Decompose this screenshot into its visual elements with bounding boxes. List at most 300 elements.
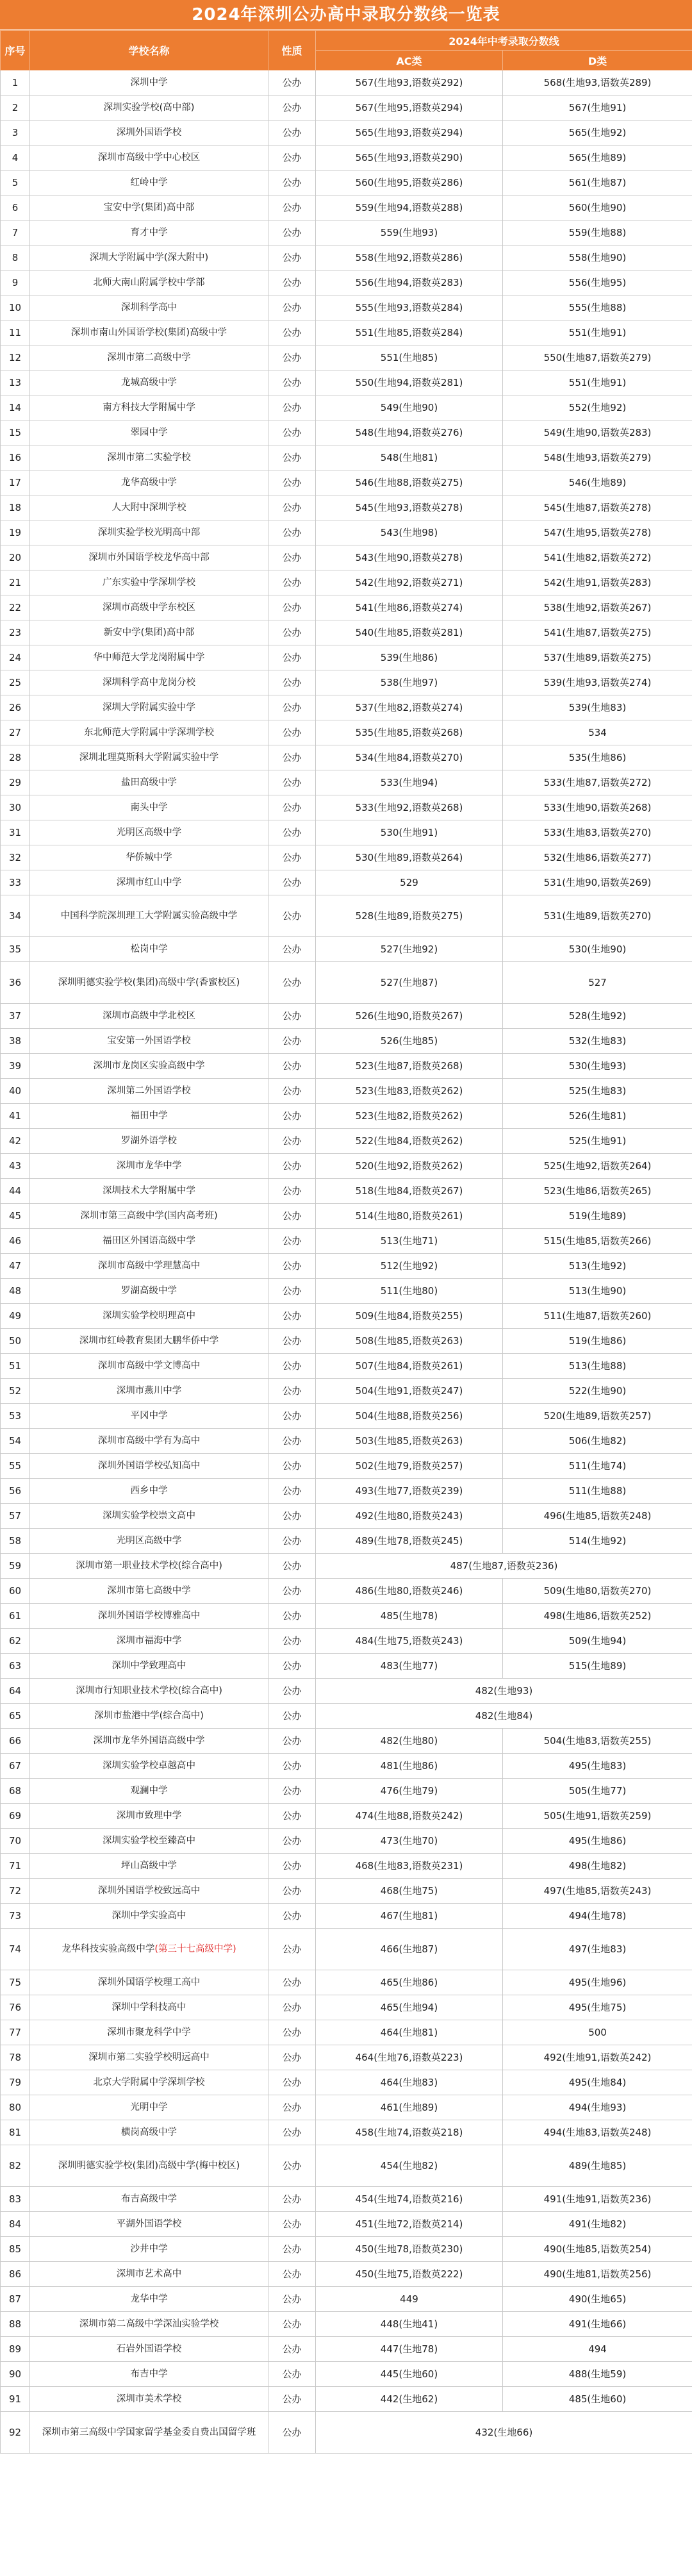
school-type: 公办: [268, 1729, 316, 1754]
score-d: 567(生地91): [503, 96, 692, 120]
score-ac: 534(生地84,语数英270): [316, 745, 503, 770]
school-name-text: 深圳市燕川中学: [116, 1385, 182, 1396]
school-name: [30, 820, 268, 845]
row-no: 12: [1, 345, 30, 370]
score-d: 531(生地89,语数英270): [503, 895, 692, 937]
school-name: [30, 470, 268, 495]
school-name: [30, 1329, 268, 1354]
school-name-text: 深圳市红岭教育集团大鹏华侨中学: [79, 1335, 219, 1346]
score-d: 491(生地82): [503, 2212, 692, 2237]
school-name: [30, 71, 268, 96]
school-name-text: 龙华科技实验高级中学: [62, 1943, 155, 1954]
school-name: [30, 1279, 268, 1304]
row-no: 52: [1, 1379, 30, 1404]
score-d: 534: [503, 720, 692, 745]
school-type: 公办: [268, 495, 316, 520]
score-d: 514(生地92): [503, 1529, 692, 1554]
school-name: [30, 1554, 268, 1579]
score-ac: 465(生地86): [316, 1970, 503, 1995]
school-name: [30, 1970, 268, 1995]
row-no: 49: [1, 1304, 30, 1329]
school-name: [30, 2187, 268, 2212]
school-type: 公办: [268, 345, 316, 370]
score-d: 511(生地88): [503, 1479, 692, 1504]
table-row: [1, 770, 692, 795]
table-row: [1, 670, 692, 695]
score-ac: 489(生地78,语数英245): [316, 1529, 503, 1554]
score-d: 489(生地85): [503, 2145, 692, 2187]
school-name: [30, 1229, 268, 1254]
table-row: [1, 962, 692, 1004]
score-d: 515(生地85,语数英266): [503, 1229, 692, 1254]
row-no: 77: [1, 2020, 30, 2045]
school-name: [30, 495, 268, 520]
school-type: 公办: [268, 1504, 316, 1529]
table-row: [1, 2262, 692, 2287]
school-name-text: 横岗高级中学: [121, 2127, 177, 2138]
score-ac: 467(生地81): [316, 1904, 503, 1929]
school-type: 公办: [268, 1054, 316, 1079]
row-no: 48: [1, 1279, 30, 1304]
row-no: 86: [1, 2262, 30, 2287]
score-ac: 565(生地93,语数英294): [316, 120, 503, 145]
table-row: [1, 395, 692, 420]
score-ac: 468(生地83,语数英231): [316, 1854, 503, 1879]
row-no: 75: [1, 1970, 30, 1995]
school-type: 公办: [268, 1995, 316, 2020]
school-type: 公办: [268, 2020, 316, 2045]
row-no: 70: [1, 1829, 30, 1854]
score-ac: 523(生地82,语数英262): [316, 1104, 503, 1129]
school-name-text: 深圳中学致理高中: [111, 1660, 186, 1671]
score-d: 497(生地83): [503, 1929, 692, 1970]
row-no: 89: [1, 2337, 30, 2362]
row-no: 5: [1, 170, 30, 195]
school-name: [30, 845, 268, 870]
school-type: 公办: [268, 1104, 316, 1129]
header-school: 学校名称: [30, 31, 268, 71]
score-d: 537(生地89,语数英275): [503, 645, 692, 670]
score-ac: 464(生地83): [316, 2070, 503, 2095]
school-name-text: 罗湖高级中学: [121, 1285, 177, 1296]
school-type: 公办: [268, 620, 316, 645]
school-type: 公办: [268, 145, 316, 170]
score-d: 532(生地86,语数英277): [503, 845, 692, 870]
score-ac: 465(生地94): [316, 1995, 503, 2020]
row-no: 83: [1, 2187, 30, 2212]
score-d: 533(生地83,语数英270): [503, 820, 692, 845]
school-type: 公办: [268, 2337, 316, 2362]
school-type: 公办: [268, 1970, 316, 1995]
row-no: 44: [1, 1179, 30, 1204]
score-d: 528(生地92): [503, 1004, 692, 1029]
score-d: 525(生地92,语数英264): [503, 1154, 692, 1179]
school-type: 公办: [268, 96, 316, 120]
row-no: 53: [1, 1404, 30, 1429]
table-row: [1, 1004, 692, 1029]
school-name: [30, 570, 268, 595]
score-d: 527: [503, 962, 692, 1004]
school-name-text: 沙井中学: [130, 2243, 168, 2254]
score-ac: 541(生地86,语数英274): [316, 595, 503, 620]
school-name-text: 深圳中学实验高中: [111, 1910, 186, 1921]
school-type: 公办: [268, 320, 316, 345]
school-name: [30, 1929, 268, 1970]
score-ac: 535(生地85,语数英268): [316, 720, 503, 745]
school-type: 公办: [268, 1929, 316, 1970]
school-type: 公办: [268, 1904, 316, 1929]
school-name: [30, 1754, 268, 1779]
score-merged: 487(生地87,语数英236): [316, 1554, 692, 1579]
table-row: [1, 1904, 692, 1929]
table-row: [1, 2145, 692, 2187]
score-ac: 529: [316, 870, 503, 895]
row-no: 17: [1, 470, 30, 495]
school-name-text: 深圳市龙岗区实验高级中学: [93, 1060, 205, 1071]
score-ac: 526(生地90,语数英267): [316, 1004, 503, 1029]
row-no: 87: [1, 2287, 30, 2312]
school-name: [30, 1804, 268, 1829]
school-name: [30, 645, 268, 670]
school-name-text: 红岭中学: [130, 177, 168, 188]
score-ac: 486(生地80,语数英246): [316, 1579, 503, 1604]
score-ac: 492(生地80,语数英243): [316, 1504, 503, 1529]
score-table: [0, 30, 692, 2454]
table-row: [1, 820, 692, 845]
school-name-text: 深圳市高级中学文博高中: [97, 1360, 201, 1371]
row-no: 24: [1, 645, 30, 670]
score-ac: 508(生地85,语数英263): [316, 1329, 503, 1354]
score-ac: 454(生地82): [316, 2145, 503, 2187]
score-ac: 540(生地85,语数英281): [316, 620, 503, 645]
row-no: 85: [1, 2237, 30, 2262]
score-ac: 527(生地87): [316, 962, 503, 1004]
table-row: [1, 270, 692, 295]
school-name-text: 深圳中学科技高中: [111, 2002, 186, 2013]
score-ac: 567(生地95,语数英294): [316, 96, 503, 120]
school-type: 公办: [268, 1029, 316, 1054]
table-row: [1, 1804, 692, 1829]
score-d: 538(生地92,语数英267): [503, 595, 692, 620]
score-d: 495(生地75): [503, 1995, 692, 2020]
row-no: 43: [1, 1154, 30, 1179]
school-name: [30, 1379, 268, 1404]
school-type: 公办: [268, 195, 316, 220]
school-name: [30, 870, 268, 895]
row-no: 40: [1, 1079, 30, 1104]
score-ac: 482(生地80): [316, 1729, 503, 1754]
row-no: 64: [1, 1679, 30, 1704]
school-name: [30, 1604, 268, 1629]
school-name: [30, 170, 268, 195]
school-type: 公办: [268, 1229, 316, 1254]
score-ac: 526(生地85): [316, 1029, 503, 1054]
row-no: 34: [1, 895, 30, 937]
school-type: 公办: [268, 720, 316, 745]
school-name-text: 新安中学(集团)高中部: [103, 627, 195, 638]
score-d: 519(生地89): [503, 1204, 692, 1229]
school-type: 公办: [268, 1654, 316, 1679]
school-type: 公办: [268, 545, 316, 570]
table-row: [1, 1654, 692, 1679]
row-no: 92: [1, 2412, 30, 2454]
school-name: [30, 1704, 268, 1729]
school-type: 公办: [268, 1579, 316, 1604]
school-name-text: 华中师范大学龙岗附属中学: [93, 652, 205, 663]
score-ac: 565(生地93,语数英290): [316, 145, 503, 170]
table-row: [1, 1829, 692, 1854]
school-type: 公办: [268, 1079, 316, 1104]
score-ac: 448(生地41): [316, 2312, 503, 2337]
score-d: 485(生地60): [503, 2387, 692, 2412]
table-row: [1, 2412, 692, 2454]
school-name-text: 光明区高级中学: [116, 827, 182, 838]
school-name-text: 中国科学院深圳理工大学附属实验高级中学: [60, 910, 238, 921]
row-no: 68: [1, 1779, 30, 1804]
table-row: [1, 1454, 692, 1479]
score-ac: 484(生地75,语数英243): [316, 1629, 503, 1654]
score-ac: 530(生地89,语数英264): [316, 845, 503, 870]
table-row: [1, 645, 692, 670]
score-d: 548(生地93,语数英279): [503, 445, 692, 470]
school-name: [30, 2387, 268, 2412]
score-ac: 528(生地89,语数英275): [316, 895, 503, 937]
table-row: [1, 520, 692, 545]
table-row: [1, 295, 692, 320]
school-name: [30, 2145, 268, 2187]
school-name-text: 北师大南山附属学校中学部: [93, 277, 205, 288]
school-type: 公办: [268, 1154, 316, 1179]
score-ac: 530(生地91): [316, 820, 503, 845]
row-no: 29: [1, 770, 30, 795]
school-type: 公办: [268, 1179, 316, 1204]
school-name-text: 深圳市高级中学理慧高中: [97, 1260, 201, 1271]
school-name: [30, 395, 268, 420]
table-row: [1, 495, 692, 520]
table-row: [1, 1154, 692, 1179]
table-row: [1, 1995, 692, 2020]
score-ac: 542(生地92,语数英271): [316, 570, 503, 595]
row-no: 28: [1, 745, 30, 770]
table-body: [1, 71, 692, 2454]
school-name: [30, 295, 268, 320]
school-type: 公办: [268, 2237, 316, 2262]
table-row: [1, 2020, 692, 2045]
school-name: [30, 1529, 268, 1554]
table-row: [1, 2312, 692, 2337]
row-no: 7: [1, 220, 30, 245]
row-no: 36: [1, 962, 30, 1004]
school-name: [30, 1029, 268, 1054]
row-no: 74: [1, 1929, 30, 1970]
score-ac: 481(生地86): [316, 1754, 503, 1779]
school-name: [30, 1879, 268, 1904]
row-no: 47: [1, 1254, 30, 1279]
row-no: 55: [1, 1454, 30, 1479]
score-d: 561(生地87): [503, 170, 692, 195]
row-no: 37: [1, 1004, 30, 1029]
row-no: 66: [1, 1729, 30, 1754]
row-no: 23: [1, 620, 30, 645]
score-ac: 502(生地79,语数英257): [316, 1454, 503, 1479]
score-ac: 513(生地71): [316, 1229, 503, 1254]
row-no: 82: [1, 2145, 30, 2187]
school-name-text: 福田区外国语高级中学: [103, 1235, 195, 1246]
table-row: [1, 345, 692, 370]
table-row: [1, 1404, 692, 1429]
score-ac: 454(生地74,语数英216): [316, 2187, 503, 2212]
school-name-text: 深圳外国语学校理工高中: [97, 1977, 201, 1988]
school-type: 公办: [268, 295, 316, 320]
row-no: 50: [1, 1329, 30, 1354]
score-ac: 507(生地84,语数英261): [316, 1354, 503, 1379]
school-name: [30, 2070, 268, 2095]
score-d: 520(生地89,语数英257): [503, 1404, 692, 1429]
school-type: 公办: [268, 2212, 316, 2237]
school-type: 公办: [268, 420, 316, 445]
score-ac: 523(生地87,语数英268): [316, 1054, 503, 1079]
school-type: 公办: [268, 895, 316, 937]
school-type: 公办: [268, 1129, 316, 1154]
school-name: [30, 445, 268, 470]
school-name: [30, 1479, 268, 1504]
score-d: 490(生地65): [503, 2287, 692, 2312]
table-row: [1, 245, 692, 270]
school-name: [30, 270, 268, 295]
school-name-text: 育才中学: [130, 227, 168, 238]
row-no: 8: [1, 245, 30, 270]
row-no: 51: [1, 1354, 30, 1379]
row-no: 59: [1, 1554, 30, 1579]
school-name: [30, 1904, 268, 1929]
school-name: [30, 2212, 268, 2237]
school-name: [30, 520, 268, 545]
school-name: [30, 145, 268, 170]
table-row: [1, 2212, 692, 2237]
score-ac: 538(生地97): [316, 670, 503, 695]
score-d: 491(生地66): [503, 2312, 692, 2337]
table-row: [1, 545, 692, 570]
score-d: 509(生地94): [503, 1629, 692, 1654]
school-type: 公办: [268, 1704, 316, 1729]
school-type: 公办: [268, 1304, 316, 1329]
table-row: [1, 170, 692, 195]
school-type: 公办: [268, 1879, 316, 1904]
school-name: [30, 2020, 268, 2045]
table-row: [1, 2387, 692, 2412]
school-name: [30, 2095, 268, 2120]
row-no: 4: [1, 145, 30, 170]
score-d: 560(生地90): [503, 195, 692, 220]
school-type: 公办: [268, 1479, 316, 1504]
score-d: 490(生地85,语数英254): [503, 2237, 692, 2262]
school-type: 公办: [268, 2412, 316, 2454]
school-name: [30, 1354, 268, 1379]
table-row: [1, 845, 692, 870]
school-type: 公办: [268, 2387, 316, 2412]
table-row: [1, 1279, 692, 1304]
table-row: [1, 1529, 692, 1554]
school-name: [30, 1729, 268, 1754]
school-type: 公办: [268, 870, 316, 895]
score-ac: 558(生地92,语数英286): [316, 245, 503, 270]
school-type: 公办: [268, 670, 316, 695]
score-d: 491(生地91,语数英236): [503, 2187, 692, 2212]
school-name: [30, 2362, 268, 2387]
school-name: [30, 1995, 268, 2020]
school-type: 公办: [268, 2262, 316, 2287]
school-name: [30, 745, 268, 770]
score-ac: 483(生地77): [316, 1654, 503, 1679]
school-name-text: 深圳市艺术高中: [116, 2268, 182, 2279]
school-name: [30, 2045, 268, 2070]
row-no: 81: [1, 2120, 30, 2145]
school-name: [30, 1054, 268, 1079]
table-row: [1, 745, 692, 770]
school-name-text: 深圳实验学校(高中部): [103, 102, 195, 113]
school-type: 公办: [268, 1854, 316, 1879]
table-row: [1, 145, 692, 170]
school-name-text: 宝安中学(集团)高中部: [103, 202, 195, 213]
score-d: 488(生地59): [503, 2362, 692, 2387]
score-ac: 509(生地84,语数英255): [316, 1304, 503, 1329]
score-ac: 450(生地75,语数英222): [316, 2262, 503, 2287]
table-row: [1, 595, 692, 620]
school-name: [30, 1079, 268, 1104]
school-type: 公办: [268, 1804, 316, 1829]
school-name-text: 深圳第二外国语学校: [107, 1085, 191, 1096]
row-no: 63: [1, 1654, 30, 1679]
school-type: 公办: [268, 1829, 316, 1854]
row-no: 26: [1, 695, 30, 720]
school-name: [30, 1629, 268, 1654]
table-row: [1, 2362, 692, 2387]
row-no: 91: [1, 2387, 30, 2412]
table-row: [1, 895, 692, 937]
table-row: [1, 1379, 692, 1404]
school-type: 公办: [268, 1679, 316, 1704]
school-name-text: 深圳市第二高级中学深汕实验学校: [79, 2318, 219, 2329]
score-d: 525(生地91): [503, 1129, 692, 1154]
table-row: [1, 1604, 692, 1629]
row-no: 10: [1, 295, 30, 320]
score-d: 549(生地90,语数英283): [503, 420, 692, 445]
row-no: 22: [1, 595, 30, 620]
score-ac: 545(生地93,语数英278): [316, 495, 503, 520]
score-ac: 447(生地78): [316, 2337, 503, 2362]
school-type: 公办: [268, 1004, 316, 1029]
school-type: 公办: [268, 962, 316, 1004]
school-name-text: 华侨城中学: [126, 852, 172, 863]
school-type: 公办: [268, 595, 316, 620]
row-no: 72: [1, 1879, 30, 1904]
school-name-text: 深圳北理莫斯科大学附属实验中学: [79, 752, 219, 763]
score-d: 552(生地92): [503, 395, 692, 420]
table-row: [1, 2120, 692, 2145]
score-ac: 476(生地79): [316, 1779, 503, 1804]
school-name: [30, 1154, 268, 1179]
score-d: 533(生地90,语数英268): [503, 795, 692, 820]
score-d: 530(生地93): [503, 1054, 692, 1079]
school-type: 公办: [268, 2145, 316, 2187]
school-name-text: 深圳明德实验学校(集团)高级中学(香蜜校区): [58, 977, 240, 988]
score-d: 539(生地93,语数英274): [503, 670, 692, 695]
school-name-text: 深圳市第二高级中学: [107, 352, 191, 363]
school-name-text: 深圳市盐港中学(综合高中): [94, 1710, 204, 1721]
school-type: 公办: [268, 2095, 316, 2120]
school-name-text: 南方科技大学附属中学: [103, 402, 195, 413]
school-name: [30, 1179, 268, 1204]
